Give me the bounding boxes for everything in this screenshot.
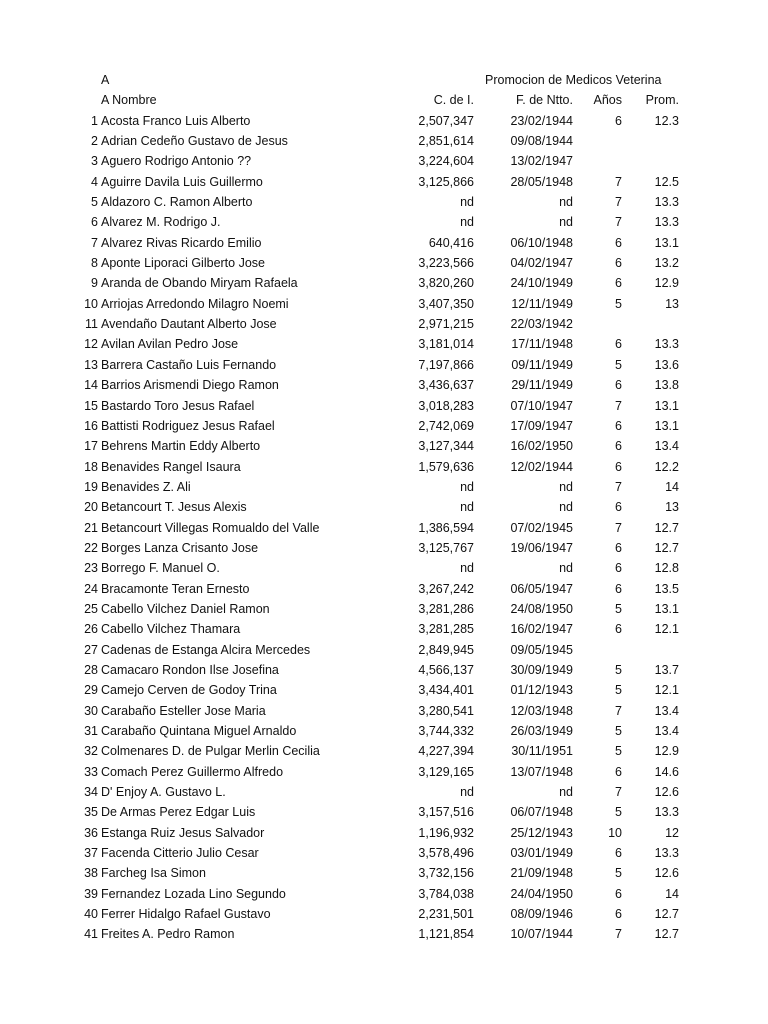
student-name: Benavides Rangel Isaura [101, 459, 241, 474]
table-row [0, 111, 768, 131]
years-value: 6 [615, 378, 622, 393]
student-name: Aldazoro C. Ramon Alberto [101, 195, 253, 210]
table-row [0, 334, 768, 354]
student-name: Carabaño Esteller Jose Maria [101, 703, 266, 718]
id-number: 3,281,286 [418, 601, 474, 616]
row-number: 36 [84, 825, 98, 840]
birth-date: 04/02/1947 [510, 256, 573, 271]
student-name: Borges Lanza Crisanto Jose [101, 540, 259, 555]
table-row [0, 924, 768, 944]
birth-date: 07/10/1947 [510, 398, 573, 413]
table-row [0, 497, 768, 517]
birth-date: 07/02/1945 [510, 520, 573, 535]
table-row [0, 436, 768, 456]
id-number: 4,227,394 [418, 744, 474, 759]
years-value: 6 [615, 337, 622, 352]
row-number: 38 [84, 866, 98, 881]
birth-date: 24/08/1950 [510, 601, 573, 616]
id-number: 2,231,501 [418, 907, 474, 922]
row-number: 14 [84, 378, 98, 393]
id-number: 3,407,350 [418, 296, 474, 311]
table-row [0, 741, 768, 761]
average-value: 12.3 [654, 113, 679, 128]
table-row [0, 762, 768, 782]
student-name: Betancourt T. Jesus Alexis [101, 500, 247, 515]
student-name: Alvarez Rivas Ricardo Emilio [101, 235, 262, 250]
average-value: 13.2 [654, 256, 679, 271]
years-value: 5 [615, 805, 622, 820]
birth-date: 06/07/1948 [510, 805, 573, 820]
student-name: Cabello Vilchez Thamara [101, 622, 241, 637]
row-number: 6 [91, 215, 98, 230]
birth-date: nd [559, 195, 573, 210]
years-value: 6 [615, 439, 622, 454]
student-name: Betancourt Villegas Romualdo del Valle [101, 520, 320, 535]
id-number: nd [460, 561, 474, 576]
average-value: 13.8 [654, 378, 679, 393]
birth-date: 22/03/1942 [510, 317, 573, 332]
id-number: 2,742,069 [418, 418, 474, 433]
table-row [0, 396, 768, 416]
student-name: Comach Perez Guillermo Alfredo [101, 764, 284, 779]
average-value: 12.7 [654, 927, 679, 942]
id-number: 1,579,636 [418, 459, 474, 474]
years-value: 7 [615, 927, 622, 942]
birth-date: 30/09/1949 [510, 662, 573, 677]
table-row [0, 233, 768, 253]
average-value: 13.4 [654, 439, 679, 454]
birth-date: nd [559, 561, 573, 576]
row-number: 11 [85, 317, 98, 332]
birth-date: 06/10/1948 [510, 235, 573, 250]
years-value: 6 [615, 113, 622, 128]
average-value: 13.1 [654, 235, 679, 250]
student-name: Camacaro Rondon Ilse Josefina [101, 662, 279, 677]
id-number: 4,566,137 [418, 662, 474, 677]
birth-date: 29/11/1949 [511, 378, 573, 393]
birth-date: 10/07/1944 [510, 927, 573, 942]
average-value: 14 [665, 479, 679, 494]
years-value: 7 [615, 398, 622, 413]
table-row [0, 863, 768, 883]
student-name: Colmenares D. de Pulgar Merlin Cecilia [101, 744, 320, 759]
years-value: 6 [615, 846, 622, 861]
average-value: 12.9 [654, 744, 679, 759]
student-name: Cadenas de Estanga Alcira Mercedes [101, 642, 311, 657]
student-name: Borrego F. Manuel O. [101, 561, 220, 576]
average-value: 13.6 [654, 357, 679, 372]
student-name: Behrens Martin Eddy Alberto [101, 439, 261, 454]
average-value: 13 [665, 296, 679, 311]
table-row [0, 558, 768, 578]
row-number: 34 [84, 785, 98, 800]
row-number: 21 [84, 520, 98, 535]
student-name: Aponte Liporaci Gilberto Jose [101, 256, 265, 271]
id-number: 2,851,614 [418, 134, 474, 149]
birth-date: 24/04/1950 [510, 886, 573, 901]
id-number: 2,507,347 [418, 113, 474, 128]
birth-date: 08/09/1946 [510, 907, 573, 922]
birth-date: 13/07/1948 [510, 764, 573, 779]
table-row [0, 131, 768, 151]
student-name: Barrios Arismendi Diego Ramon [101, 378, 279, 393]
birth-date: 03/01/1949 [510, 846, 573, 861]
years-value: 7 [615, 785, 622, 800]
row-number: 41 [84, 927, 98, 942]
table-body [0, 111, 768, 945]
years-value: 5 [615, 601, 622, 616]
average-value: 13.1 [654, 418, 679, 433]
id-number: 3,181,014 [418, 337, 474, 352]
table-row [0, 518, 768, 538]
id-number: 3,224,604 [418, 154, 474, 169]
id-number: 3,125,767 [418, 540, 474, 555]
row-number: 33 [84, 764, 98, 779]
average-value: 12.5 [654, 174, 679, 189]
years-value: 6 [615, 418, 622, 433]
birth-date: 09/08/1944 [510, 134, 573, 149]
birth-date: nd [559, 500, 573, 515]
row-number: 2 [91, 134, 98, 149]
id-number: 1,121,854 [418, 927, 474, 942]
row-number: 16 [84, 418, 98, 433]
id-number: 3,157,516 [418, 805, 474, 820]
id-number: nd [460, 215, 474, 230]
table-row [0, 192, 768, 212]
years-value: 5 [615, 662, 622, 677]
row-number: 9 [91, 276, 98, 291]
id-number: 3,223,566 [418, 256, 474, 271]
birth-date: 17/11/1948 [511, 337, 573, 352]
years-value: 6 [615, 256, 622, 271]
years-value: 6 [615, 764, 622, 779]
student-name: Benavides Z. Ali [101, 479, 191, 494]
row-number: 23 [84, 561, 98, 576]
average-value: 13.7 [654, 662, 679, 677]
student-name: Freites A. Pedro Ramon [101, 927, 235, 942]
years-value: 7 [615, 520, 622, 535]
id-number: 2,849,945 [418, 642, 474, 657]
average-value: 12.1 [654, 683, 679, 698]
average-value: 14.6 [654, 764, 679, 779]
birth-date: nd [559, 479, 573, 494]
table-row [0, 884, 768, 904]
birth-date: 28/05/1948 [510, 174, 573, 189]
name-column-header: A Nombre [101, 93, 157, 108]
birth-date: 12/03/1948 [510, 703, 573, 718]
birth-date: 09/05/1945 [510, 642, 573, 657]
average-value: 12.7 [654, 907, 679, 922]
student-name: Avilan Avilan Pedro Jose [101, 337, 239, 352]
birth-date: 06/05/1947 [510, 581, 573, 596]
id-number: nd [460, 785, 474, 800]
years-value: 6 [615, 581, 622, 596]
average-value: 12.7 [654, 540, 679, 555]
row-number: 20 [84, 500, 98, 515]
table-row [0, 843, 768, 863]
years-value: 6 [615, 459, 622, 474]
table-row [0, 782, 768, 802]
table-row [0, 457, 768, 477]
average-value: 13 [665, 500, 679, 515]
birth-date: 30/11/1951 [511, 744, 573, 759]
id-number: 3,436,637 [418, 378, 474, 393]
years-value: 10 [608, 825, 622, 840]
table-row [0, 538, 768, 558]
student-name: Alvarez M. Rodrigo J. [101, 215, 221, 230]
average-value: 13.4 [654, 724, 679, 738]
average-column-header: Prom. [645, 93, 679, 108]
birth-date: 13/02/1947 [510, 154, 573, 169]
row-number: 10 [84, 296, 98, 311]
years-value: 6 [615, 886, 622, 901]
spreadsheet [0, 70, 768, 945]
row-number: 22 [84, 540, 98, 555]
id-number: 3,281,285 [418, 622, 474, 637]
student-name: Aguero Rodrigo Antonio ?? [101, 154, 252, 169]
average-value: 13.3 [654, 195, 679, 210]
table-row [0, 721, 768, 741]
student-name: Estanga Ruiz Jesus Salvador [101, 825, 265, 840]
id-number: nd [460, 500, 474, 515]
id-number: 640,416 [428, 235, 474, 250]
birth-date: 17/09/1947 [510, 418, 573, 433]
table-row [0, 253, 768, 273]
years-value: 6 [615, 622, 622, 637]
row-number: 28 [84, 662, 98, 677]
table-row [0, 680, 768, 700]
student-name: Facenda Citterio Julio Cesar [101, 846, 259, 861]
student-name: D' Enjoy A. Gustavo L. [101, 785, 226, 800]
row-number: 32 [84, 744, 98, 759]
table-row [0, 701, 768, 721]
row-number: 29 [84, 683, 98, 698]
years-value: 6 [615, 561, 622, 576]
table-row [0, 375, 768, 395]
row-number: 13 [84, 357, 98, 372]
table-row [0, 294, 768, 314]
years-value: 7 [615, 479, 622, 494]
id-number: nd [460, 195, 474, 210]
column-a-header: A [101, 73, 110, 87]
id-number: 1,196,932 [418, 825, 474, 840]
average-value: 12.6 [654, 866, 679, 881]
row-number: 31 [84, 724, 98, 738]
id-number: 3,125,866 [418, 174, 474, 189]
years-value: 5 [615, 866, 622, 881]
average-value: 12.6 [654, 785, 679, 800]
student-name: Farcheg Isa Simon [101, 866, 206, 881]
average-value: 12.9 [654, 276, 679, 291]
birth-date: 16/02/1947 [510, 622, 573, 637]
years-value: 5 [615, 744, 622, 759]
row-number: 18 [84, 459, 98, 474]
average-value: 12.8 [654, 561, 679, 576]
years-value: 5 [615, 683, 622, 698]
student-name: Camejo Cerven de Godoy Trina [101, 683, 277, 698]
birth-date: nd [559, 785, 573, 800]
row-number: 25 [84, 601, 98, 616]
table-row [0, 355, 768, 375]
row-number: 15 [84, 398, 98, 413]
id-number: 3,267,242 [418, 581, 474, 596]
id-number: 3,127,344 [418, 439, 474, 454]
birth-date: 23/02/1944 [510, 113, 573, 128]
birth-date: 25/12/1943 [510, 825, 573, 840]
birth-date: 24/10/1949 [510, 276, 573, 291]
id-number: 3,732,156 [418, 866, 474, 881]
student-name: Aguirre Davila Luis Guillermo [101, 174, 263, 189]
student-name: Arriojas Arredondo Milagro Noemi [101, 296, 289, 311]
row-number: 7 [91, 235, 98, 250]
id-number: 3,434,401 [418, 683, 474, 698]
average-value: 12.2 [654, 459, 679, 474]
id-number: 3,578,496 [418, 846, 474, 861]
row-number: 1 [91, 113, 98, 128]
student-name: Carabaño Quintana Miguel Arnaldo [101, 724, 297, 738]
row-number: 37 [84, 846, 98, 861]
average-value: 12.1 [654, 622, 679, 637]
row-number: 4 [91, 174, 98, 189]
birthdate-column-header: F. de Ntto. [516, 93, 573, 108]
table-row [0, 212, 768, 232]
average-value: 13.5 [654, 581, 679, 596]
student-name: Acosta Franco Luis Alberto [101, 113, 251, 128]
table-row [0, 599, 768, 619]
student-name: Aranda de Obando Miryam Rafaela [101, 276, 298, 291]
table-row [0, 802, 768, 822]
student-name: Ferrer Hidalgo Rafael Gustavo [101, 907, 271, 922]
birth-date: 01/12/1943 [510, 683, 573, 698]
row-number: 30 [84, 703, 98, 718]
table-row [0, 823, 768, 843]
student-name: Avendaño Dautant Alberto Jose [101, 317, 277, 332]
birth-date: 12/02/1944 [510, 459, 573, 474]
student-name: Fernandez Lozada Lino Segundo [101, 886, 286, 901]
id-number: 3,018,283 [418, 398, 474, 413]
years-value: 6 [615, 540, 622, 555]
years-value: 5 [615, 724, 622, 738]
table-row [0, 416, 768, 436]
row-number: 19 [84, 479, 98, 494]
years-value: 7 [615, 174, 622, 189]
id-number: 3,820,260 [418, 276, 474, 291]
row-number: 5 [91, 195, 98, 210]
average-value: 14 [665, 886, 679, 901]
row-number: 35 [84, 805, 98, 820]
row-number: 17 [84, 439, 98, 454]
years-value: 6 [615, 235, 622, 250]
row-number: 24 [84, 581, 98, 596]
average-value: 13.3 [654, 846, 679, 861]
row-number: 12 [84, 337, 98, 352]
table-row [0, 172, 768, 192]
student-name: Bastardo Toro Jesus Rafael [101, 398, 255, 413]
average-value: 13.3 [654, 337, 679, 352]
average-value: 12.7 [654, 520, 679, 535]
id-number: 2,971,215 [418, 317, 474, 332]
row-number: 3 [91, 154, 98, 169]
average-value: 13.1 [654, 601, 679, 616]
birth-date: 19/06/1947 [510, 540, 573, 555]
average-value: 13.3 [654, 805, 679, 820]
birth-date: nd [559, 215, 573, 230]
id-number: 7,197,866 [418, 357, 474, 372]
average-value: 13.4 [654, 703, 679, 718]
student-name: Battisti Rodriguez Jesus Rafael [101, 418, 275, 433]
years-value: 5 [615, 357, 622, 372]
table-row [0, 660, 768, 680]
table-row [0, 151, 768, 171]
years-column-header: Años [593, 93, 622, 108]
id-number: nd [460, 479, 474, 494]
row-number: 27 [84, 642, 98, 657]
student-name: Cabello Vilchez Daniel Ramon [101, 601, 270, 616]
table-row [0, 273, 768, 293]
average-value: 12 [665, 825, 679, 840]
row-number: 8 [91, 256, 98, 271]
id-number: 3,129,165 [418, 764, 474, 779]
table-row [0, 619, 768, 639]
average-value: 13.3 [654, 215, 679, 230]
id-number: 3,744,332 [418, 724, 474, 738]
id-number: 3,280,541 [418, 703, 474, 718]
row-number: 40 [84, 907, 98, 922]
table-row [0, 904, 768, 924]
student-name: Barrera Castaño Luis Fernando [101, 357, 277, 372]
student-name: Bracamonte Teran Ernesto [101, 581, 250, 596]
id-number: 3,784,038 [418, 886, 474, 901]
table-row [0, 314, 768, 334]
header-row-2 [0, 90, 768, 110]
years-value: 6 [615, 276, 622, 291]
row-number: 26 [84, 622, 98, 637]
row-number: 39 [84, 886, 98, 901]
years-value: 7 [615, 703, 622, 718]
ci-column-header: C. de I. [433, 93, 474, 108]
id-number: 1,386,594 [418, 520, 474, 535]
years-value: 5 [615, 296, 622, 311]
student-name: Adrian Cedeño Gustavo de Jesus [101, 134, 288, 149]
years-value: 6 [615, 500, 622, 515]
header-row-1 [0, 70, 768, 90]
birth-date: 12/11/1949 [511, 296, 573, 311]
birth-date: 26/03/1949 [510, 724, 573, 738]
average-value: 13.1 [654, 398, 679, 413]
years-value: 7 [615, 215, 622, 230]
table-row [0, 579, 768, 599]
birth-date: 21/09/1948 [510, 866, 573, 881]
table-row [0, 477, 768, 497]
years-value: 6 [615, 907, 622, 922]
student-name: De Armas Perez Edgar Luis [101, 805, 256, 820]
sheet-title: Promocion de Medicos Veterina [485, 73, 662, 87]
table-row [0, 640, 768, 660]
birth-date: 09/11/1949 [511, 357, 573, 372]
years-value: 7 [615, 195, 622, 210]
birth-date: 16/02/1950 [510, 439, 573, 454]
